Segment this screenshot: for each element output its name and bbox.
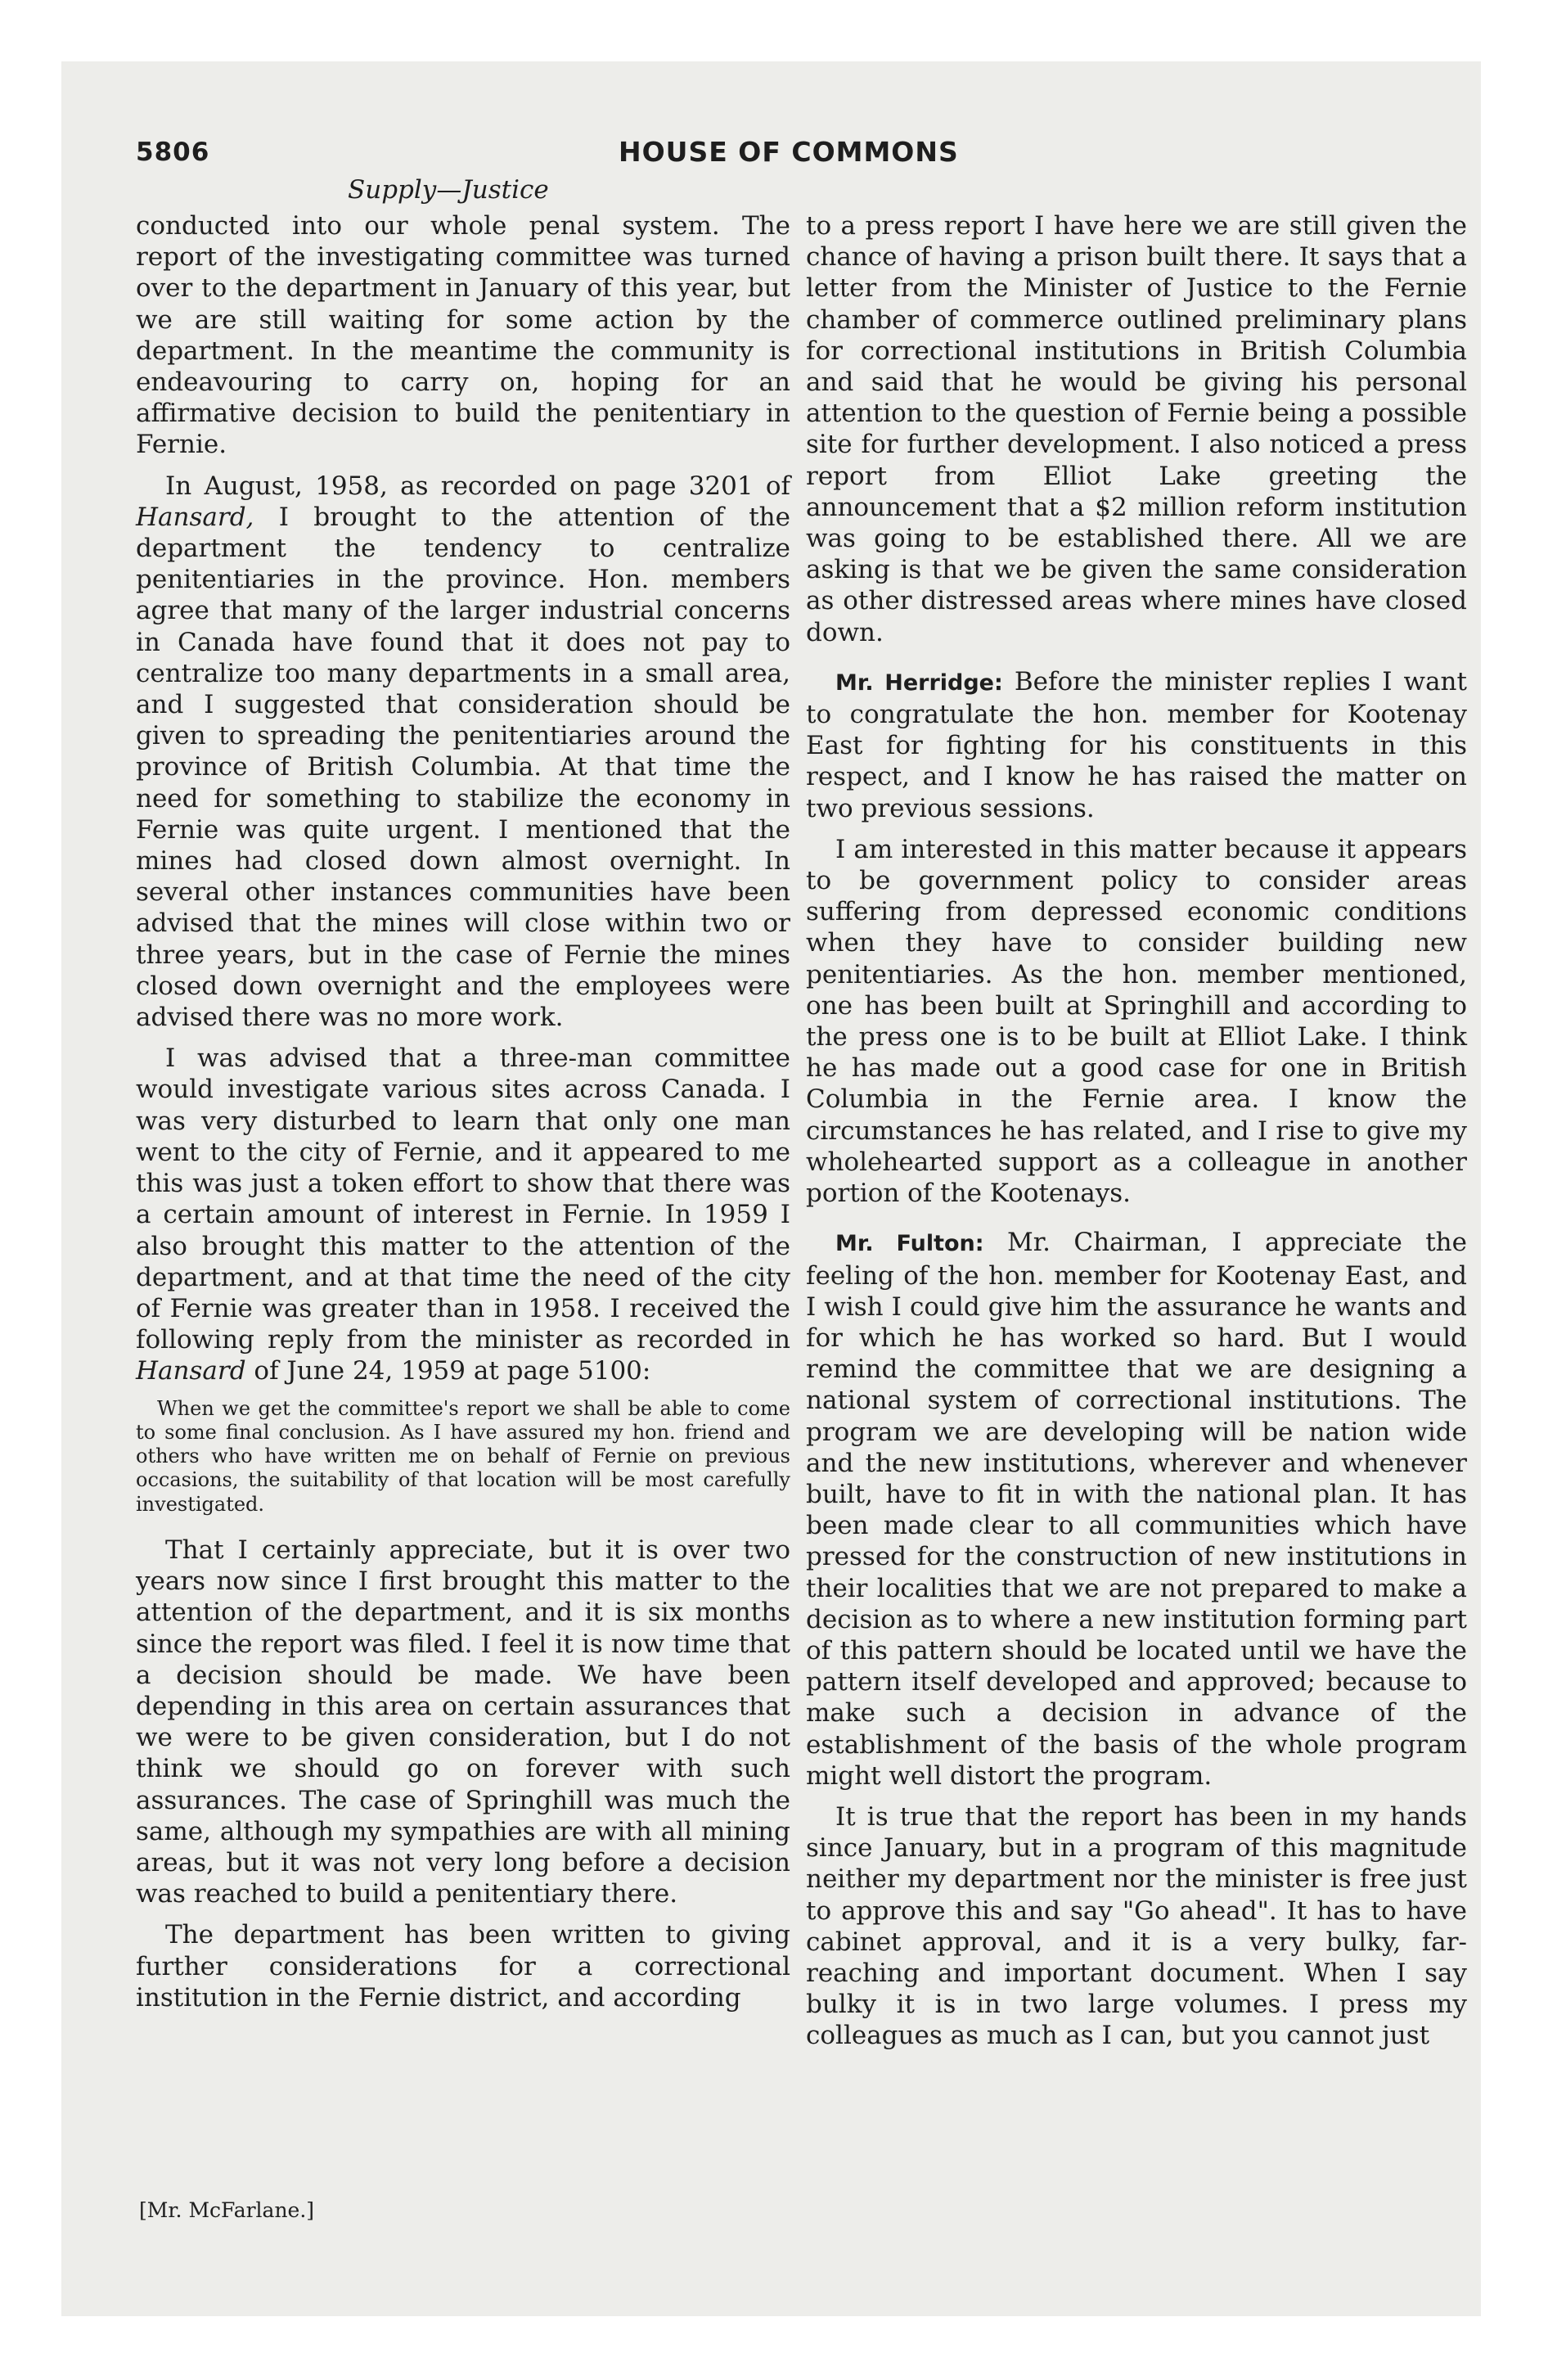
- text-run: I brought to the attention of the department the tendency to centralize penitentiaries in the province. Hon. members agree that many of the larger industrial concerns in Canada have found that it does not pay to centralize too many departments in a small area, and I suggested that consideration should be given to spreading the penitentiaries around the province of British Columbia. At that time the need for something to stabilize the economy in Fernie was quite urgent. I mentioned that the mines had closed down almost overnight. In several other instances communities have been advised that the mines will close within two or three years, but in the case of Fernie the mines closed down overnight and the employees were advised there was no more work.: [136, 502, 790, 1033]
- text-run: In August, 1958, as recorded on page 3201 of: [165, 471, 790, 501]
- speaker-name: Mr. Herridge:: [835, 669, 1003, 696]
- speech-herridge: [806, 666, 1467, 824]
- speaker-name: Mr. Fulton:: [835, 1231, 984, 1257]
- speech-fulton: [806, 1227, 1467, 1792]
- footer-member-name: [Mr. McFarlane.]: [139, 2198, 315, 2222]
- block-quote: When we get the committee's report we shall be able to come to some final conclusion. As I have assured my hon. friend and others who have written me on behalf of Fernie on previous occasions, the suitability of that location will be most carefully investigated.: [136, 1396, 790, 1516]
- paragraph: to a press report I have here we are still given the chance of having a prison built there. It says that a letter from the Minister of Justice to the Fernie chamber of commerce outlined preliminary plans for correctional institutions in British Columbia and said that he would be giving his personal attention to the question of Fernie being a possible site for further development. I also noticed a press report from Elliot Lake greeting the announcement that a $2 million reform institution was going to be established there. All we are asking is that we be given the same consideration as other distressed areas where mines have closed down.: [806, 211, 1467, 647]
- page-number: 5806: [136, 137, 210, 167]
- paragraph: It is true that the report has been in my hands since January, but in a program of this magnitude neither my department nor the minister is free just to approve this and say "Go ahead". It has to have cabinet approval, and it is a very bulky, far-reaching and important document. When I say bulky it is in two large volumes. I press my colleagues as much as I can, but you cannot just: [806, 1801, 1467, 2051]
- running-head: Supply—Justice: [348, 175, 549, 205]
- left-column: [136, 210, 790, 2023]
- paragraph: [136, 1043, 790, 1386]
- text-run: I was advised that a three-man committee would investigate various sites across Canada. I was very disturbed to learn that only one man went to the city of Fernie, and it appeared to me this was just a token effort to show that there was a certain amount of interest in Fernie. In 1959 I also brought this matter to the attention of the department, and at that time the need of the city of Fernie was greater than in 1958. I received the following reply from the minister as recorded in: [136, 1044, 790, 1355]
- hansard-reference: Hansard,: [136, 502, 254, 532]
- publication-title: HOUSE OF COMMONS: [619, 136, 959, 168]
- hansard-reference: Hansard: [136, 1356, 246, 1386]
- text-run: Mr. Chairman, I appreciate the feeling of the hon. member for Kootenay East, and I wish I could give him the assurance he wants and for which he has worked so hard. But I would remind the committee that we are designing a national system of correctional institutions. The program we are developing will be nation wide and the new institutions, wherever and whenever built, have to fit in with the national plan. It has been made clear to all communities which have pressed for the construction of new institutions in their localities that we are not prepared to make a decision as to where a new institution forming part of this pattern should be located until we have the pattern itself developed and approved; because to make such a decision in advance of the establishment of the basis of the whole program might well distort the program.: [806, 1228, 1467, 1791]
- paragraph: The department has been written to giving further considerations for a correctional institution in the Fernie district, and according: [136, 1920, 790, 2013]
- paragraph: That I certainly appreciate, but it is over two years now since I first brought this matter to the attention of the department, and it is six months since the report was filed. I feel it is now time that a decision should be made. We have been depending in this area on certain assurances that we were to be given consideration, but I do not think we should go on forever with such assurances. The case of Springhill was much the same, although my sympathies are with all mining areas, but it was not very long before a decision was reached to build a penitentiary there.: [136, 1535, 790, 1909]
- paragraph: conducted into our whole penal system. The report of the investigating committee was turned over to the department in January of this year, but we are still waiting for some action by the department. In the meantime the community is endeavouring to carry on, hoping for an affirmative decision to build the penitentiary in Fernie.: [136, 211, 790, 460]
- text-run: of June 24, 1959 at page 5100:: [245, 1356, 651, 1386]
- text-run: Before the minister replies I want to congratulate the hon. member for Kootenay East for fighting for his constituents in this respect, and I know he has raised the matter on two previous sessions.: [806, 666, 1467, 823]
- paragraph: I am interested in this matter because it appears to be government policy to consider areas suffering from depressed economic conditions when they have to consider building new penitentiaries. As the hon. member mentioned, one has been built at Springhill and according to the press one is to be built at Elliot Lake. I think he has made out a good case for one in British Columbia in the Fernie area. I know the circumstances he has related, and I rise to give my wholehearted support as a colleague in another portion of the Kootenays.: [806, 834, 1467, 1209]
- paragraph: [136, 471, 790, 1034]
- right-column: [806, 210, 1467, 2062]
- page-header: [136, 131, 1412, 172]
